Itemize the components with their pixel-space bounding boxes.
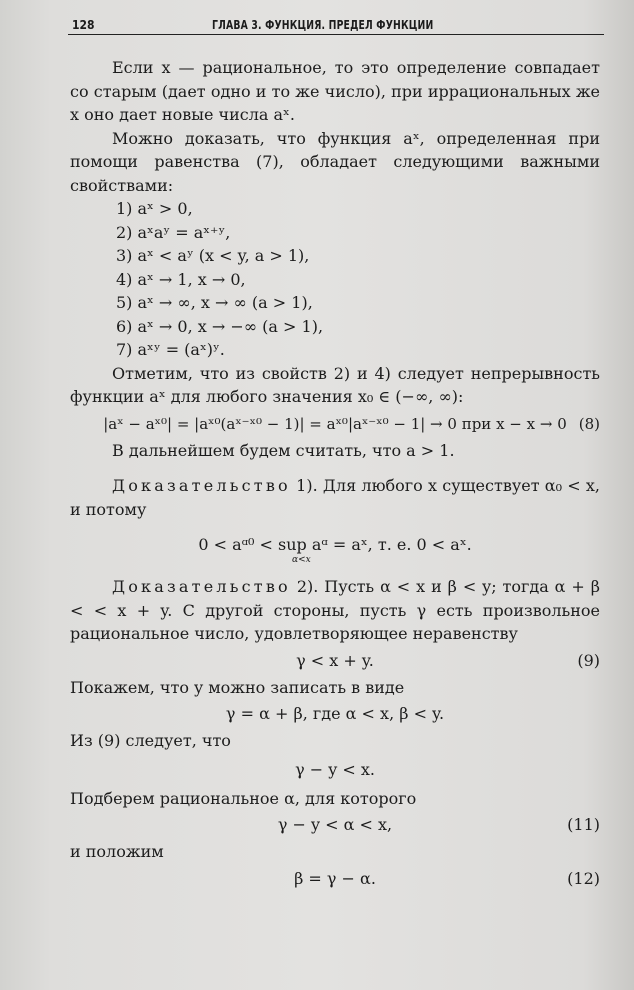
equation-8-number: (8)	[578, 414, 600, 433]
page-body	[70, 56, 600, 894]
property-item: 4) aˣ → 1, x → 0,	[116, 269, 246, 289]
paragraph-properties-intro: Можно доказать, что функция aˣ, определенная при помощи равенства (7), обладает следующими важными свойствами:	[70, 128, 600, 195]
proof-2	[70, 575, 600, 646]
properties-list	[116, 197, 600, 362]
equation-sup	[70, 521, 600, 569]
equation-12-body: β = γ − α.	[294, 868, 376, 888]
equation-9	[70, 646, 600, 676]
equation-11-number: (11)	[567, 815, 600, 834]
chapter-title: ГЛАВА 3. ФУНКЦИЯ. ПРЕДЕЛ ФУНКЦИИ	[212, 18, 434, 32]
equation-gamma-body: γ = α + β, где α < x, β < y.	[225, 704, 445, 723]
paragraph-set: и положим	[70, 842, 164, 861]
equation-12	[70, 864, 600, 894]
page-number: 128	[72, 18, 95, 32]
equation-9-number: (9)	[577, 650, 600, 670]
proof-1-label: Доказательство	[112, 476, 291, 495]
equation-gamma	[70, 699, 600, 729]
paragraph-assumption: В дальнейшем будем считать, что a > 1.	[112, 440, 455, 460]
property-item: 7) aˣʸ = (aˣ)ʸ.	[116, 340, 225, 359]
equation-11	[70, 810, 600, 840]
property-item: 3) aˣ < aʸ (x < y, a > 1),	[116, 246, 310, 265]
property-item: 5) aˣ → ∞, x → ∞ (a > 1),	[116, 293, 313, 312]
equation-gamma-minus-y	[70, 753, 600, 787]
equation-sup-body: 0 < aᵅ⁰ < sup aᵅ = aˣ, т. е. 0 < aˣ.	[198, 535, 472, 554]
equation-12-number: (12)	[567, 868, 600, 888]
paragraph-show: Покажем, что y можно записать в виде	[70, 677, 405, 697]
equation-gamma-minus-y-body: γ − y < x.	[295, 759, 375, 779]
equation-8	[70, 409, 600, 439]
equation-9-body: γ < x + y.	[296, 650, 374, 670]
proof-2-label: Доказательство	[112, 577, 291, 596]
paragraph-choose: Подберем рациональное α, для которого	[70, 788, 417, 808]
proof-1	[70, 474, 600, 521]
paragraph-definition: Если x — рациональное, то это определение совпадает со старым (дает одно и то же число), при иррациональных же x оно дает новые числа aˣ.	[70, 58, 600, 124]
paragraph-continuity: Отметим, что из свойств 2) и 4) следует непрерывность функции aˣ для любого значения x₀ ∈ (−∞, ∞):	[70, 363, 600, 406]
equation-sup-subscript: α<x	[292, 555, 311, 565]
property-item: 6) aˣ → 0, x → −∞ (a > 1),	[116, 316, 324, 336]
equation-8-body: |aˣ − aˣ⁰| = |aˣ⁰(aˣ⁻ˣ⁰ − 1)| = aˣ⁰|aˣ⁻ˣ⁰ − 1| → 0 при x − x → 0	[103, 414, 567, 433]
property-item: 2) aˣaʸ = aˣ⁺ʸ,	[116, 222, 231, 242]
proof-1-text: 1). Для любого x существует α₀ < x, и потому	[70, 476, 601, 519]
running-header	[68, 12, 604, 35]
paragraph-follows: Из (9) следует, что	[70, 731, 231, 750]
proof-2-text: 2). Пусть α < x и β < y; тогда α + β < < x + y. С другой стороны, пусть γ есть произвольное рациональное число, удовлетворяющее неравенству	[70, 577, 600, 643]
property-item: 1) aˣ > 0,	[116, 199, 193, 218]
equation-11-body: γ − y < α < x,	[277, 815, 393, 834]
